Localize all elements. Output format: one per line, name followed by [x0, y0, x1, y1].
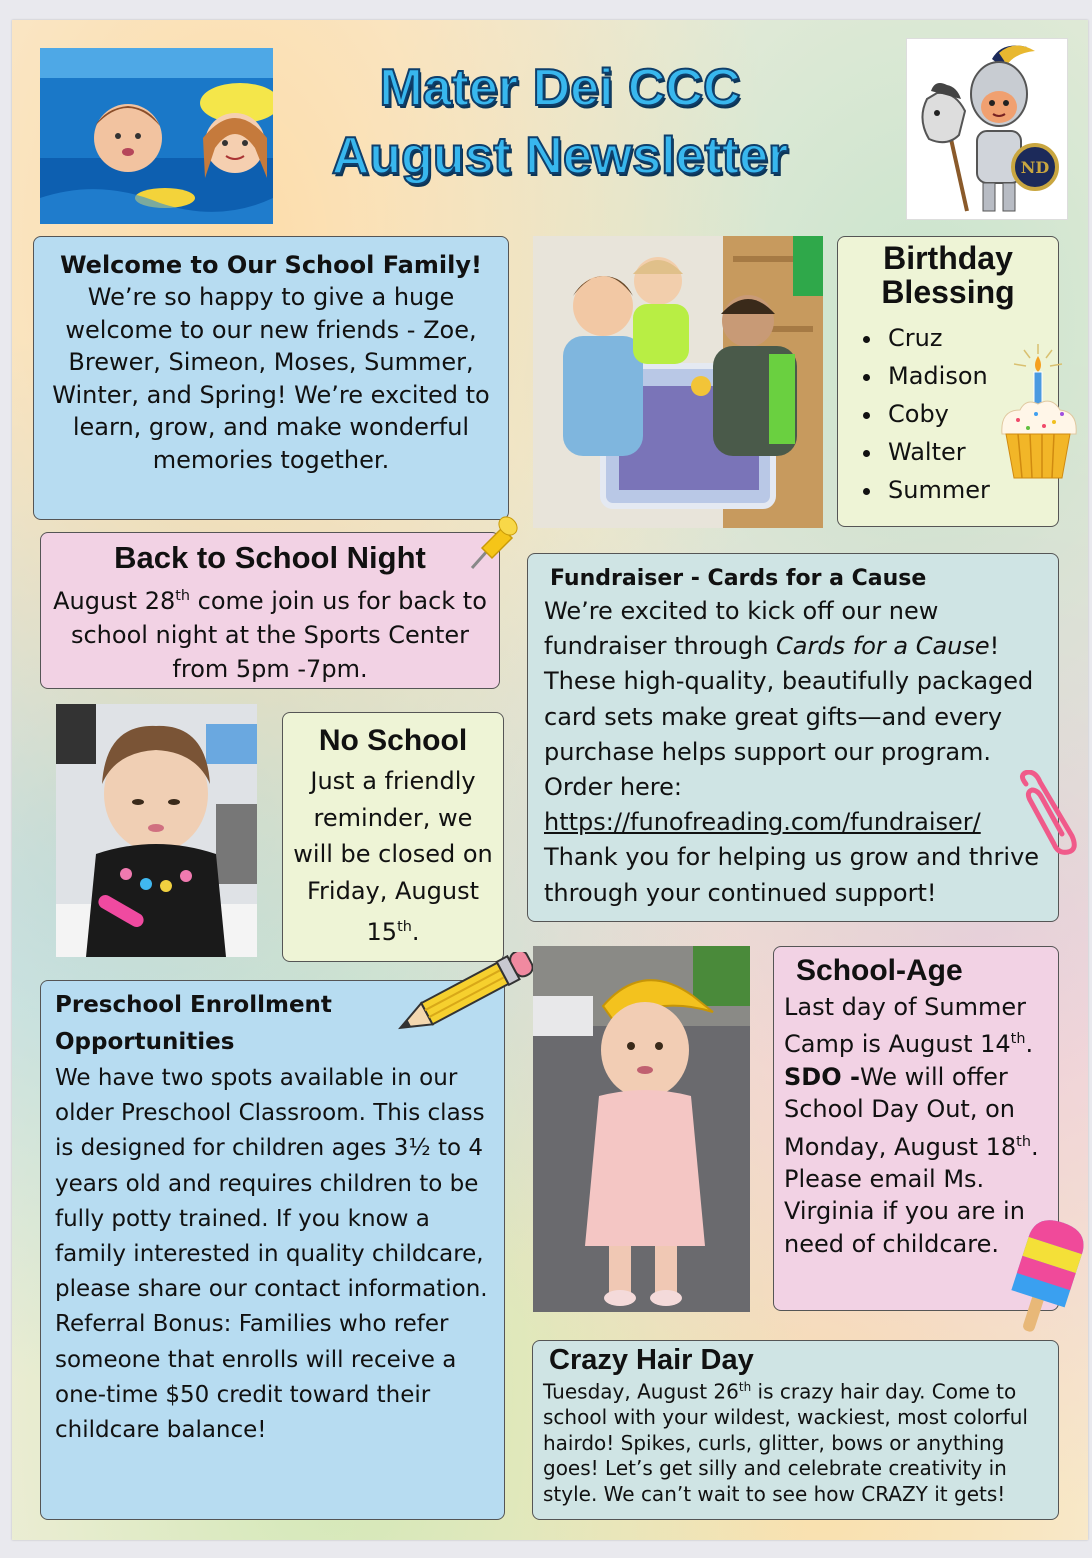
fundraiser-section	[527, 553, 1059, 922]
preschool-heading-line1: Preschool Enrollment	[55, 992, 332, 1018]
crazy-hair-body	[543, 1375, 1052, 1508]
svg-text:ND: ND	[1020, 158, 1050, 177]
summer-camp-end: .	[1025, 1030, 1034, 1059]
birthday-name: • Cruz	[884, 319, 1048, 357]
preschool-body: We have two spots available in our older Preschool Classroom. This class is designed for children ages 3½ to 4 years old and requires children to be fully potty trained. If you know a family interested in quality childcare, please share our contact information. Referral Bonus: Families who refer someone that enrolls will receive a one-time $50 credit toward their childcare balance!	[55, 1065, 488, 1444]
birthday-name: • Walter	[884, 433, 1048, 471]
sdo-end: . Please email Ms. Virginia if you are in need of childcare.	[784, 1132, 1039, 1258]
fundraiser-closing: Thank you for helping us grow and thrive through your continued support!	[544, 843, 1040, 907]
welcome-body: We’re so happy to give a huge welcome to our new friends - Zoe, Brewer, Simeon, Moses, Summer, Winter, and Spring! We’re excited to learn, grow, and make wonderful memories together.	[52, 283, 490, 474]
back-to-school-section	[40, 532, 500, 689]
newsletter-title-line2: August Newsletter	[331, 127, 789, 185]
no-school-section	[282, 712, 504, 962]
birthday-name: • Madison	[884, 357, 1048, 395]
fundraiser-body	[544, 594, 1044, 911]
fundraiser-details: ! These high-quality, beautifully packaged card sets make great gifts—and every purchase helps support our program. Order here:	[544, 632, 1034, 802]
back-to-school-text: come join us for back to school night at the Sports Center from 5pm -7pm.	[70, 587, 487, 683]
birthday-name: • Coby	[884, 395, 1048, 433]
welcome-heading: Welcome to Our School Family!	[60, 251, 482, 279]
birthday-heading-line1: Birthday	[883, 240, 1013, 276]
birthday-name: • Summer	[884, 471, 1048, 509]
back-to-school-body	[51, 579, 489, 686]
back-to-school-date: August 28	[53, 587, 176, 615]
back-to-school-heading: Back to School Night	[114, 540, 426, 575]
photo-kids-in-pool	[40, 48, 273, 224]
pushpin-icon	[462, 512, 522, 576]
newsletter-title-line1: Mater Dei CCC	[379, 59, 741, 117]
sdo-text: We will offer School Day Out, on Monday, August 18	[784, 1062, 1017, 1161]
crazy-hair-date: Tuesday, August 26	[543, 1379, 739, 1404]
popsicle-icon	[1006, 1214, 1086, 1338]
crazy-hair-text: is crazy hair day. Come to school with your wildest, wackiest, most colorful hairdo! Spikes, curls, glitter, bows or anything goes! Let’s get silly and celebrate creativity in style. We can’t wait to see how CRAZY it gets!	[543, 1379, 1028, 1507]
birthday-heading-line2: Blessing	[881, 274, 1015, 310]
paperclip-icon	[1012, 770, 1082, 856]
fundraiser-intro: We’re excited to kick off our new fundraiser through	[544, 597, 939, 661]
cupcake-icon	[996, 334, 1080, 484]
no-school-body	[291, 763, 495, 951]
fundraiser-program-name: Cards for a Cause	[776, 632, 990, 661]
welcome-section	[33, 236, 509, 520]
knight-mascot-icon	[906, 38, 1068, 220]
no-school-heading: No School	[318, 724, 468, 757]
date-suffix: th	[175, 588, 191, 604]
school-age-heading: School-Age	[796, 954, 963, 987]
photo-kids-sand-table	[533, 236, 823, 528]
date-suffix: th	[1010, 1031, 1026, 1048]
photo-toddler-yellow-hat	[533, 946, 750, 1312]
date-suffix: th	[738, 1380, 752, 1394]
preschool-heading-line2: Opportunities	[55, 1029, 235, 1055]
pencil-icon	[384, 952, 544, 1036]
sdo-label: SDO -	[784, 1062, 860, 1091]
no-school-end: .	[411, 918, 420, 946]
date-suffix: th	[397, 919, 412, 935]
fundraiser-heading: Fundraiser - Cards for a Cause	[550, 566, 927, 591]
no-school-text: Just a friendly reminder, we will be closed on Friday, August 15	[293, 767, 493, 946]
fundraiser-link[interactable]: https://funofreading.com/fundraiser/	[544, 808, 981, 837]
crazy-hair-section	[532, 1340, 1059, 1520]
photo-girl-coloring	[56, 704, 257, 957]
date-suffix: th	[1016, 1133, 1031, 1150]
preschool-enrollment-section	[40, 980, 505, 1520]
summer-camp-text: Last day of Summer Camp is August 14	[784, 993, 1026, 1059]
crazy-hair-heading: Crazy Hair Day	[549, 1344, 754, 1376]
